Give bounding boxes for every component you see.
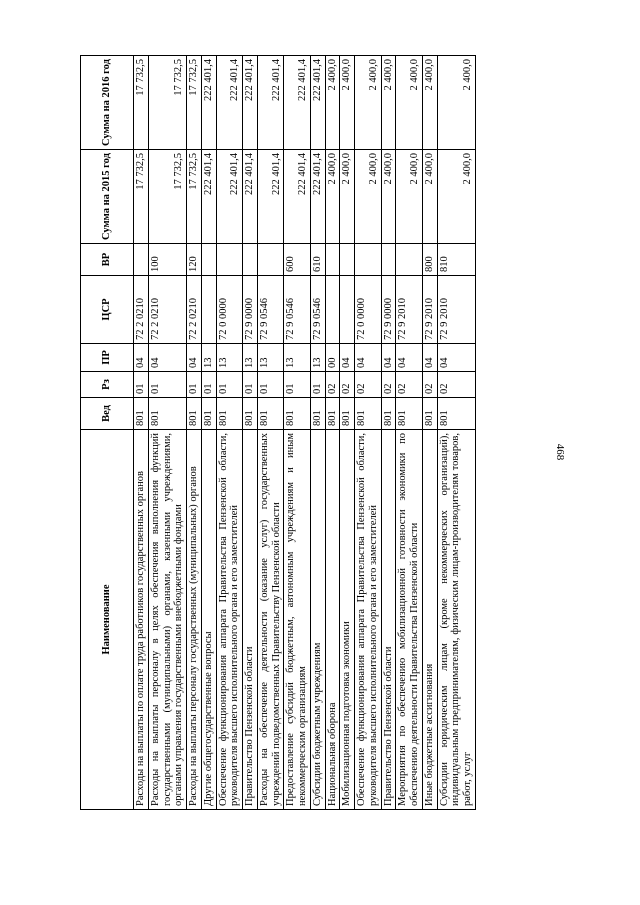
cell-sum2015: 222 401,4 <box>243 150 258 244</box>
cell-sum2015: 2 400,0 <box>381 150 396 244</box>
cell-vr <box>381 244 396 276</box>
cell-ved: 801 <box>187 398 202 430</box>
cell-rz: 02 <box>381 372 396 398</box>
cell-ved: 801 <box>355 398 382 430</box>
cell-sum2016: 2 400,0 <box>340 56 355 150</box>
cell-sum2016: 222 401,4 <box>201 56 216 150</box>
cell-vr <box>216 244 243 276</box>
cell-rz: 02 <box>437 372 475 398</box>
cell-ved: 801 <box>148 398 186 430</box>
cell-csr: 72 9 0000 <box>381 276 396 344</box>
cell-csr: 72 0 0000 <box>355 276 382 344</box>
cell-name: Субсидии бюджетным учреждениям <box>310 430 325 810</box>
cell-name: Обеспечение функционирования аппарата Правительства Пензенской области, руководителя высшего исполнительного органа и его заместителей <box>355 430 382 810</box>
cell-pr: 04 <box>381 344 396 372</box>
cell-sum2016: 222 401,4 <box>257 56 284 150</box>
cell-rz: 02 <box>355 372 382 398</box>
cell-rz: 02 <box>422 372 437 398</box>
cell-sum2016: 2 400,0 <box>355 56 382 150</box>
table-row <box>201 56 216 810</box>
cell-vr <box>243 244 258 276</box>
cell-pr: 13 <box>310 344 325 372</box>
table-row <box>284 56 311 810</box>
header-pr: ПР <box>81 344 134 372</box>
cell-rz: 01 <box>187 372 202 398</box>
cell-pr: 04 <box>422 344 437 372</box>
cell-rz: 02 <box>340 372 355 398</box>
cell-pr: 13 <box>201 344 216 372</box>
cell-vr: 800 <box>422 244 437 276</box>
cell-ved: 801 <box>257 398 284 430</box>
cell-ved: 801 <box>325 398 340 430</box>
cell-sum2015: 222 401,4 <box>257 150 284 244</box>
cell-rz: 01 <box>243 372 258 398</box>
cell-name: Субсидии юридическим лицам (кроме некоммерческих организаций), индивидуальным предпринимателям, физическим лицам-производителям товаров, работ, услуг <box>437 430 475 810</box>
cell-sum2016: 222 401,4 <box>284 56 311 150</box>
cell-sum2015: 17 732,5 <box>187 150 202 244</box>
cell-vr: 600 <box>284 244 311 276</box>
cell-name: Предоставление субсидий бюджетным, автономным учреждениям и иным некоммерческим организациям <box>284 430 311 810</box>
cell-name: Расходы на выплаты по оплате труда работников государственных органов <box>134 430 149 810</box>
table-row <box>355 56 382 810</box>
cell-pr: 04 <box>355 344 382 372</box>
cell-csr: 72 9 2010 <box>396 276 423 344</box>
cell-ved: 801 <box>216 398 243 430</box>
page-number: 468 <box>554 443 566 461</box>
header-name: Наименование <box>81 430 134 810</box>
cell-sum2016: 17 732,5 <box>148 56 186 150</box>
cell-csr: 72 9 0000 <box>243 276 258 344</box>
cell-pr: 13 <box>257 344 284 372</box>
cell-ved: 801 <box>310 398 325 430</box>
cell-pr: 13 <box>216 344 243 372</box>
cell-rz: 01 <box>284 372 311 398</box>
cell-name: Другие общегосударственные вопросы <box>201 430 216 810</box>
cell-pr: 04 <box>148 344 186 372</box>
table-row <box>257 56 284 810</box>
cell-ved: 801 <box>340 398 355 430</box>
cell-vr: 100 <box>148 244 186 276</box>
cell-sum2015: 2 400,0 <box>437 150 475 244</box>
table-row <box>325 56 340 810</box>
table-body <box>134 56 476 810</box>
cell-csr: 72 2 0210 <box>187 276 202 344</box>
cell-sum2015: 222 401,4 <box>216 150 243 244</box>
cell-ved: 801 <box>422 398 437 430</box>
cell-name: Мероприятия по обеспечению мобилизационной готовности экономики по обеспечению деятельности Правительства Пензенской области <box>396 430 423 810</box>
cell-ved: 801 <box>381 398 396 430</box>
cell-sum2016: 2 400,0 <box>437 56 475 150</box>
cell-pr: 04 <box>396 344 423 372</box>
cell-ved: 801 <box>201 398 216 430</box>
cell-pr: 04 <box>187 344 202 372</box>
cell-sum2015: 222 401,4 <box>201 150 216 244</box>
cell-vr: 120 <box>187 244 202 276</box>
table-row <box>310 56 325 810</box>
table-row <box>396 56 423 810</box>
cell-rz: 02 <box>325 372 340 398</box>
cell-sum2016: 222 401,4 <box>310 56 325 150</box>
table-row <box>148 56 186 810</box>
cell-sum2015: 2 400,0 <box>396 150 423 244</box>
cell-pr: 04 <box>340 344 355 372</box>
cell-vr: 810 <box>437 244 475 276</box>
cell-pr: 04 <box>437 344 475 372</box>
table-row <box>134 56 149 810</box>
cell-sum2016: 2 400,0 <box>381 56 396 150</box>
header-csr: ЦСР <box>81 276 134 344</box>
cell-csr: 72 2 0210 <box>148 276 186 344</box>
rotated-page-content <box>80 56 565 810</box>
cell-name: Расходы на выплаты персоналу государственных (муниципальных) органов <box>187 430 202 810</box>
cell-sum2015: 17 732,5 <box>148 150 186 244</box>
cell-csr: 72 9 2010 <box>437 276 475 344</box>
cell-csr <box>325 276 340 344</box>
cell-name: Национальная оборона <box>325 430 340 810</box>
cell-vr <box>396 244 423 276</box>
cell-sum2016: 2 400,0 <box>325 56 340 150</box>
cell-sum2016: 2 400,0 <box>396 56 423 150</box>
cell-name: Расходы на обеспечение деятельности (оказание услуг) государственных учреждений подведомственных Правительству Пензенской области <box>257 430 284 810</box>
cell-sum2015: 222 401,4 <box>310 150 325 244</box>
table-row <box>187 56 202 810</box>
cell-csr <box>201 276 216 344</box>
cell-vr <box>340 244 355 276</box>
cell-rz: 01 <box>201 372 216 398</box>
cell-name: Правительство Пензенской области <box>243 430 258 810</box>
cell-csr: 72 9 0546 <box>310 276 325 344</box>
cell-sum2016: 17 732,5 <box>187 56 202 150</box>
cell-name: Иные бюджетные ассигнования <box>422 430 437 810</box>
cell-vr <box>355 244 382 276</box>
header-sum-2016: Сумма на 2016 год <box>81 56 134 150</box>
cell-vr <box>201 244 216 276</box>
cell-csr: 72 9 2010 <box>422 276 437 344</box>
cell-name: Расходы на выплаты персоналу в целях обеспечения выполнения функций государственными (муниципальными) органами, казенными учреждениями, органами управления государственными внебюджетными фондами <box>148 430 186 810</box>
cell-ved: 801 <box>396 398 423 430</box>
cell-sum2015: 222 401,4 <box>284 150 311 244</box>
cell-vr <box>134 244 149 276</box>
cell-sum2016: 222 401,4 <box>216 56 243 150</box>
cell-sum2016: 17 732,5 <box>134 56 149 150</box>
cell-name: Правительство Пензенской области <box>381 430 396 810</box>
cell-rz: 02 <box>396 372 423 398</box>
cell-pr: 13 <box>284 344 311 372</box>
table-row <box>243 56 258 810</box>
cell-csr: 72 0 0000 <box>216 276 243 344</box>
cell-sum2015: 2 400,0 <box>422 150 437 244</box>
header-ved: Вед <box>81 398 134 430</box>
cell-pr: 13 <box>243 344 258 372</box>
cell-vr: 610 <box>310 244 325 276</box>
budget-table <box>80 55 476 810</box>
cell-rz: 01 <box>148 372 186 398</box>
cell-ved: 801 <box>284 398 311 430</box>
cell-sum2015: 2 400,0 <box>355 150 382 244</box>
cell-rz: 01 <box>134 372 149 398</box>
cell-sum2015: 2 400,0 <box>325 150 340 244</box>
cell-rz: 01 <box>216 372 243 398</box>
cell-csr: 72 2 0210 <box>134 276 149 344</box>
cell-name: Мобилизационная подготовка экономики <box>340 430 355 810</box>
cell-pr: 00 <box>325 344 340 372</box>
cell-csr: 72 9 0546 <box>284 276 311 344</box>
cell-pr: 04 <box>134 344 149 372</box>
table-row <box>422 56 437 810</box>
cell-sum2015: 2 400,0 <box>340 150 355 244</box>
cell-sum2015: 17 732,5 <box>134 150 149 244</box>
cell-csr: 72 9 0546 <box>257 276 284 344</box>
table-row <box>340 56 355 810</box>
cell-ved: 801 <box>243 398 258 430</box>
table-row <box>437 56 475 810</box>
table-row <box>216 56 243 810</box>
cell-sum2016: 2 400,0 <box>422 56 437 150</box>
cell-rz: 01 <box>310 372 325 398</box>
table-row <box>381 56 396 810</box>
header-vr: ВР <box>81 244 134 276</box>
cell-ved: 801 <box>437 398 475 430</box>
cell-ved: 801 <box>134 398 149 430</box>
header-rz: Рз <box>81 372 134 398</box>
table-header-row <box>81 56 134 810</box>
cell-vr <box>257 244 284 276</box>
cell-vr <box>325 244 340 276</box>
header-sum-2015: Сумма на 2015 год <box>81 150 134 244</box>
cell-name: Обеспечение функционирования аппарата Правительства Пензенской области, руководителя высшего исполнительного органа и его заместителей <box>216 430 243 810</box>
cell-sum2016: 222 401,4 <box>243 56 258 150</box>
cell-rz: 01 <box>257 372 284 398</box>
cell-csr <box>340 276 355 344</box>
